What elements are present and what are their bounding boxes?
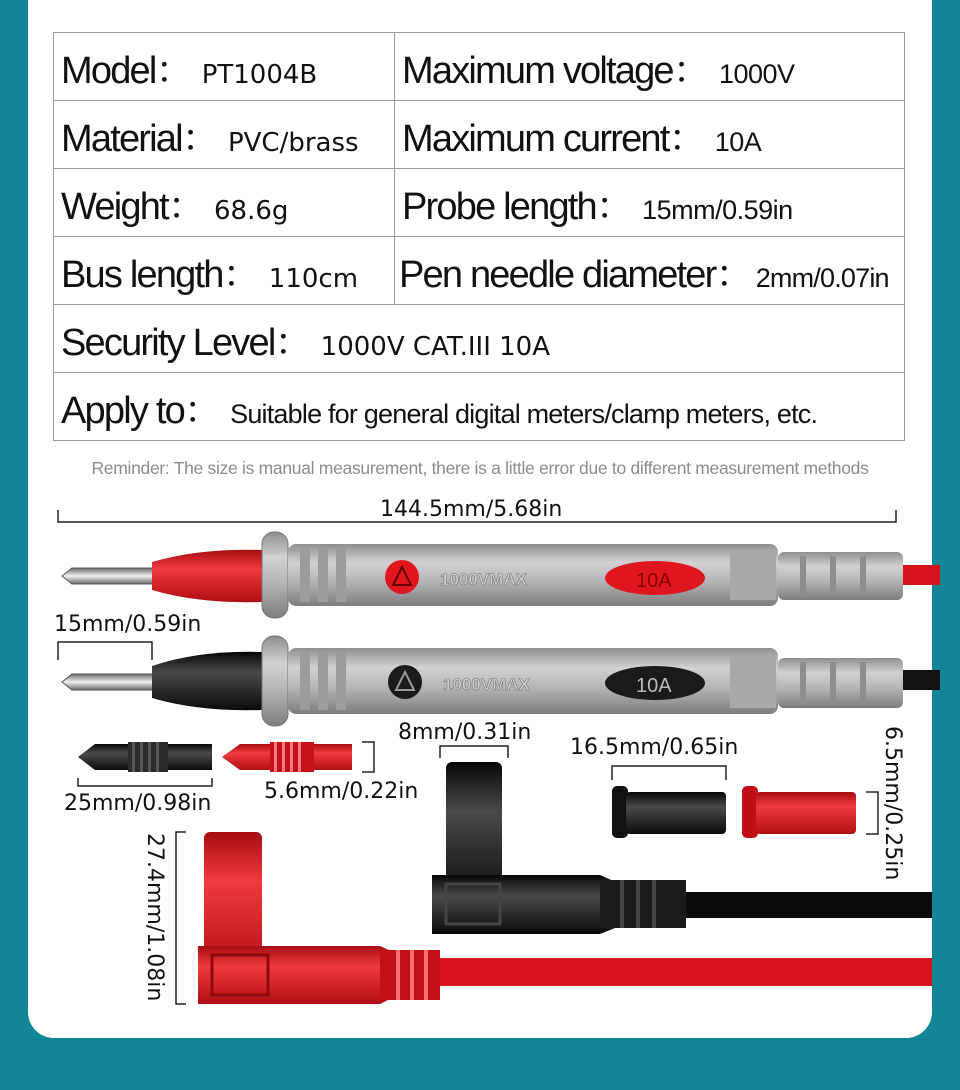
black-angled-plug (432, 762, 932, 934)
red-sleeve-label: 5.6mm/0.22in (264, 779, 419, 804)
plug-width-label: 8mm/0.31in (398, 720, 532, 745)
cap-length-bracket (612, 766, 726, 780)
spec-value: PVC/brass (227, 128, 359, 158)
black-sleeve-label: 25mm/0.98in (64, 791, 212, 816)
spec-label: Bus length： (61, 254, 259, 296)
red-cap (742, 786, 856, 838)
black-probe-current-marking: 10A (636, 675, 672, 697)
total-length-label: 144.5mm/5.68in (380, 497, 563, 522)
spec-value: 1000V (718, 59, 795, 89)
cap-diameter-label: 6.5mm/0.25in (880, 726, 905, 881)
spec-label: Model： (61, 50, 192, 92)
spec-label: Pen needle diameter： (399, 254, 752, 296)
spec-value: 68.6g (213, 196, 289, 226)
plug-height-bracket (176, 832, 186, 1004)
cap-diameter-bracket (866, 792, 878, 834)
red-probe-rating-marking: 1000VMAX (440, 570, 527, 589)
spec-label: Weight： (61, 186, 204, 228)
red-sleeve (222, 742, 352, 772)
spec-label: Apply to： (61, 390, 221, 432)
plug-height-label: 27.4mm/1.08in (142, 833, 167, 1002)
reminder-note: Reminder: The size is manual measurement, there is a little error due to different measurement methods (91, 458, 869, 478)
black-sleeve (78, 742, 212, 772)
spec-value: 10A (714, 127, 762, 157)
plug-width-bracket (440, 746, 508, 758)
spec-label: Material： (61, 118, 218, 160)
spec-value: 1000V CAT.III 10A (320, 332, 551, 362)
cap-length-label: 16.5mm/0.65in (570, 735, 739, 760)
red-probe-current-marking: 10A (636, 570, 672, 592)
red-sleeve-bracket (362, 742, 374, 772)
spec-label: Maximum current： (402, 118, 705, 160)
probe-tip-label: 15mm/0.59in (54, 612, 202, 637)
spec-value: 110cm (268, 264, 359, 294)
black-sleeve-bracket (78, 778, 212, 786)
black-probe-rating-marking: 1000VMAX (443, 675, 530, 694)
spec-label: Maximum voltage： (402, 50, 709, 92)
spec-value: 2mm/0.07in (755, 263, 889, 293)
spec-value: PT1004B (201, 60, 318, 90)
probe-tip-bracket (58, 642, 152, 660)
black-cap (612, 786, 726, 838)
spec-label: Probe length： (402, 186, 633, 228)
spec-value: 15mm/0.59in (642, 195, 793, 225)
spec-label: Security Level： (61, 322, 311, 364)
spec-value: Suitable for general digital meters/clamp meters, etc. (230, 399, 818, 429)
